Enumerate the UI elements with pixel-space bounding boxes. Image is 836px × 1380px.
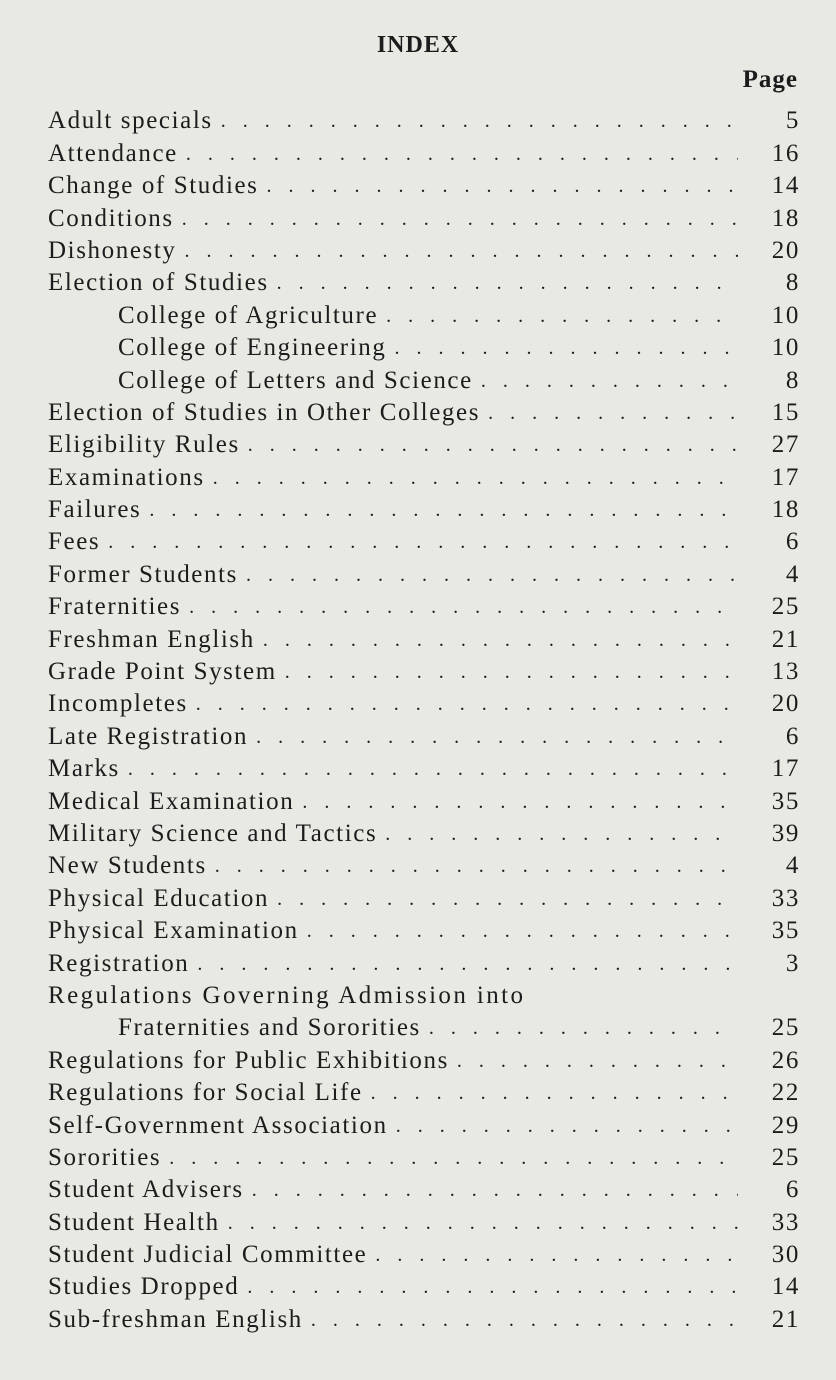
entry-page: 4 (785, 560, 800, 588)
entry-page: 30 (771, 1241, 800, 1269)
entry-label: Freshman English (48, 625, 255, 653)
entry-page: 10 (771, 334, 800, 362)
entry-label: Conditions (48, 204, 174, 232)
entry-page: 29 (771, 1111, 800, 1139)
dot-leader (307, 921, 738, 945)
index-entry (48, 945, 800, 977)
entry-label: Grade Point System (48, 658, 277, 686)
index-entry (48, 233, 800, 265)
index-entry (48, 1237, 800, 1269)
dot-leader (375, 1245, 738, 1269)
entry-label: Adult specials (48, 107, 213, 135)
index-entry (48, 556, 800, 588)
dot-leader (169, 1148, 738, 1172)
dot-leader (246, 565, 738, 589)
entry-page: 4 (785, 852, 800, 880)
entry-label: Self-Government Association (48, 1111, 388, 1139)
entry-page: 17 (771, 463, 800, 491)
index-entry (48, 1075, 800, 1107)
dot-leader (396, 1116, 738, 1140)
entry-page: 13 (771, 658, 800, 686)
index-entry (48, 686, 800, 718)
entry-page: 20 (771, 236, 800, 264)
entry-page: 33 (771, 884, 800, 912)
entry-page: 39 (771, 819, 800, 847)
entry-page: 17 (771, 755, 800, 783)
entry-label: Registration (48, 949, 190, 977)
index-entry (48, 1301, 800, 1333)
index-entry-continuation (48, 1010, 800, 1042)
index-entry (48, 1204, 800, 1236)
dot-leader (429, 1018, 738, 1042)
entry-page: 25 (771, 1014, 800, 1042)
index-subentry (48, 362, 800, 394)
entry-label: Failures (48, 496, 142, 524)
entry-label: Fees (48, 528, 101, 556)
entry-label: Sub-freshman English (48, 1305, 303, 1333)
entry-page: 27 (771, 431, 800, 459)
entry-label: Incompletes (48, 690, 188, 718)
entry-page: 33 (771, 1208, 800, 1236)
entry-label: Marks (48, 755, 120, 783)
entry-page: 26 (771, 1046, 800, 1074)
dot-leader (128, 759, 738, 783)
dot-leader (277, 889, 738, 913)
dot-leader (371, 1083, 738, 1107)
dot-leader (256, 727, 738, 751)
index-entry (48, 816, 800, 848)
index-entry (48, 978, 800, 1010)
entry-page: 21 (771, 625, 800, 653)
index-entry (48, 848, 800, 880)
entry-label: Regulations for Social Life (48, 1079, 363, 1107)
dot-leader (185, 241, 739, 265)
entry-label: College of Engineering (118, 334, 387, 362)
entry-label: Regulations for Public Exhibitions (48, 1046, 449, 1074)
dot-leader (247, 1277, 738, 1301)
index-entry (48, 621, 800, 653)
entry-page: 21 (771, 1305, 800, 1333)
dot-leader (263, 630, 738, 654)
entry-page: 6 (785, 528, 800, 556)
index-entry (48, 1107, 800, 1139)
index-entry (48, 1140, 800, 1172)
entry-label: Physical Examination (48, 917, 299, 945)
index-subentry (48, 297, 800, 329)
dot-leader (197, 954, 738, 978)
index-entry (48, 265, 800, 297)
entry-label: Dishonesty (48, 236, 177, 264)
page-column-header: Page (742, 66, 798, 93)
dot-leader (481, 371, 738, 395)
entry-label: Regulations Governing Admission into (48, 981, 526, 1009)
entry-label: Former Students (48, 560, 238, 588)
entry-page: 35 (771, 917, 800, 945)
page-title: INDEX (376, 32, 460, 58)
dot-leader (267, 176, 738, 200)
index-subentry (48, 330, 800, 362)
entry-page: 8 (785, 269, 800, 297)
index-entry (48, 783, 800, 815)
dot-leader (302, 792, 738, 816)
dot-leader (386, 306, 738, 330)
dot-leader (533, 1006, 738, 1010)
index-entry (48, 459, 800, 491)
entry-label: Military Science and Tactics (48, 819, 378, 847)
entry-label: New Students (48, 852, 207, 880)
dot-leader (149, 500, 738, 524)
entry-page: 25 (771, 593, 800, 621)
entry-label: Student Advisers (48, 1176, 244, 1204)
entry-label: Studies Dropped (48, 1273, 240, 1301)
entry-page: 18 (771, 204, 800, 232)
dot-leader (488, 403, 738, 427)
index-entry (48, 168, 800, 200)
dot-leader (385, 824, 738, 848)
index-entry (48, 524, 800, 556)
entry-label: Medical Examination (48, 787, 295, 815)
entry-label: Fraternities and Sororities (118, 1014, 421, 1042)
entry-label: Attendance (48, 139, 178, 167)
entry-label: Eligibility Rules (48, 431, 240, 459)
index-entry (48, 103, 800, 135)
entry-page: 8 (785, 366, 800, 394)
dot-leader (213, 468, 738, 492)
entry-label: Sororities (48, 1143, 162, 1171)
entry-label: Election of Studies in Other Colleges (48, 398, 481, 426)
entry-label: Fraternities (48, 593, 182, 621)
entry-label: Student Judicial Committee (48, 1241, 368, 1269)
dot-leader (189, 597, 738, 621)
dot-leader (228, 1213, 738, 1237)
index-entry (48, 751, 800, 783)
index-entry (48, 1172, 800, 1204)
dot-leader (311, 1310, 738, 1334)
entry-page: 25 (771, 1143, 800, 1171)
entry-label: Change of Studies (48, 172, 259, 200)
entry-page: 6 (785, 1176, 800, 1204)
index-entry (48, 135, 800, 167)
entry-page: 3 (785, 949, 800, 977)
entry-label: Examinations (48, 463, 205, 491)
index-entry (48, 395, 800, 427)
dot-leader (277, 273, 738, 297)
index-entry (48, 1042, 800, 1074)
index-entry (48, 200, 800, 232)
dot-leader (221, 111, 738, 135)
index-entry (48, 718, 800, 750)
entry-page: 15 (771, 398, 800, 426)
dot-leader (108, 532, 738, 556)
dot-leader (285, 662, 738, 686)
index-entry (48, 913, 800, 945)
index-entry (48, 1269, 800, 1301)
dot-leader (186, 144, 738, 168)
dot-leader (394, 338, 738, 362)
entry-page: 14 (771, 1273, 800, 1301)
index-entry (48, 654, 800, 686)
entry-label: Election of Studies (48, 269, 269, 297)
dot-leader (215, 856, 738, 880)
dot-leader (248, 435, 738, 459)
dot-leader (196, 694, 738, 718)
entry-page: 14 (771, 172, 800, 200)
index-list (48, 103, 800, 1334)
entry-page: 16 (771, 139, 800, 167)
entry-label: College of Agriculture (118, 301, 379, 329)
entry-page: 22 (771, 1079, 800, 1107)
entry-page: 35 (771, 787, 800, 815)
index-entry (48, 427, 800, 459)
dot-leader (252, 1180, 738, 1204)
entry-label: College of Letters and Science (118, 366, 473, 394)
entry-label: Physical Education (48, 884, 270, 912)
dot-leader (457, 1051, 738, 1075)
entry-page: 5 (785, 107, 800, 135)
dot-leader (182, 209, 738, 233)
index-entry (48, 492, 800, 524)
index-entry (48, 589, 800, 621)
entry-page: 6 (785, 722, 800, 750)
index-entry (48, 880, 800, 912)
entry-page: 10 (771, 301, 800, 329)
entry-page: 20 (771, 690, 800, 718)
entry-label: Student Health (48, 1208, 220, 1236)
entry-label: Late Registration (48, 722, 249, 750)
entry-page: 18 (771, 496, 800, 524)
